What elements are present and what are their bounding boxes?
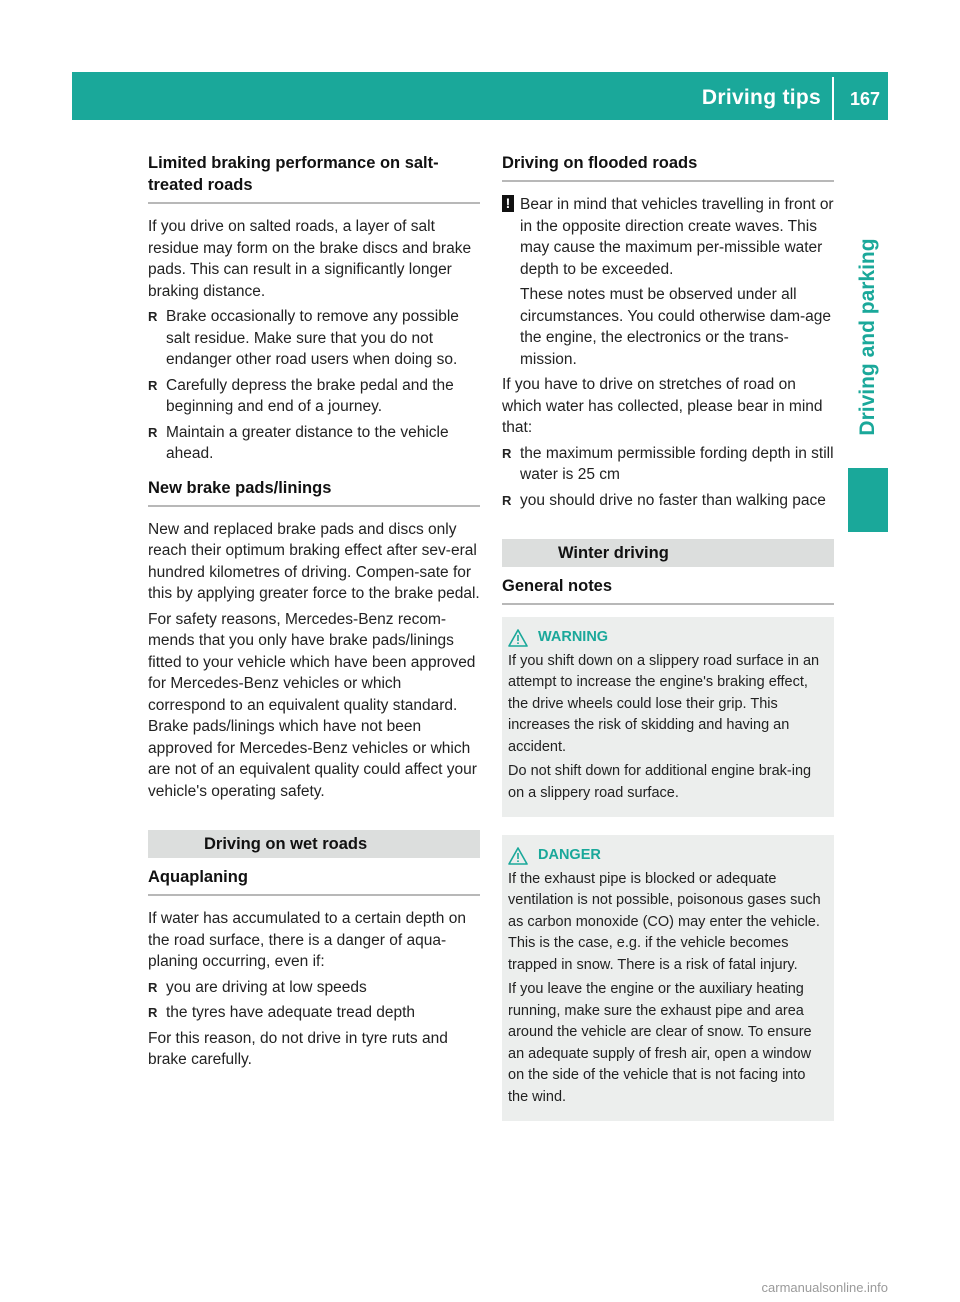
danger-label: DANGER: [538, 847, 601, 863]
exclamation-icon: !: [502, 195, 514, 212]
chapter-side-tab: [848, 232, 888, 442]
chapter-side-tab-label: Driving and parking: [856, 238, 879, 436]
section-title: Driving tips: [701, 86, 821, 109]
list-item: R Maintain a greater distance to the vehicle ahead.: [148, 422, 480, 465]
page-number: 167: [849, 89, 880, 109]
salt-roads-intro: If you drive on salted roads, a layer of salt residue may form on the brake discs and brake pads. This can result in a significantly longer braking distance.: [148, 218, 472, 300]
danger-header: [508, 845, 828, 867]
warning-header: [508, 627, 828, 649]
warning-triangle-icon: [508, 629, 528, 647]
aquaplaning-intro: If water has accumulated to a certain depth on the road surface, there is a danger of aqua-planing occurring, even if:: [148, 910, 466, 970]
salt-roads-heading: Limited braking performance on salt-treated roads: [148, 152, 480, 204]
note-paragraph-2: These notes must be observed under all circumstances. You could otherwise dam-age the engine, the electronics or the trans-mission.: [520, 286, 832, 368]
brake-pads-heading: New brake pads/linings: [148, 477, 480, 507]
right-column: [502, 152, 834, 1139]
general-notes-heading: General notes: [502, 575, 834, 605]
brake-pads-paragraph-1: New and replaced brake pads and discs only reach their optimum braking effect after sev-eral hundred kilometres of driving. Compen-sate for this by applying greater force to the brake pedal.: [148, 520, 480, 602]
watermark: carmanualsonline.info: [761, 1280, 888, 1295]
aquaplaning-list: [148, 977, 480, 1024]
warning-box: [502, 617, 834, 817]
header-divider: [832, 77, 834, 120]
list-item: R the maximum permissible fording depth in still water is 25 cm: [502, 443, 834, 486]
list-item: R you should drive no faster than walking pace: [502, 490, 834, 512]
flooded-roads-intro: If you have to drive on stretches of road on which water has collected, please bear in mind that:: [502, 376, 823, 436]
warning-label: WARNING: [538, 629, 609, 645]
flooded-roads-list: [502, 443, 834, 512]
winter-driving-chapter-bar: Winter driving: [502, 539, 834, 567]
danger-paragraph-2: If you leave the engine or the auxiliary heating running, make sure the exhaust pipe and area around the vehicle are clear of snow. To ensure an adequate supply of fresh air, open a window on the side of the vehicle that is not facing into the wind.: [508, 981, 812, 1105]
list-item: R the tyres have adequate tread depth: [148, 1002, 480, 1024]
danger-box: [502, 835, 834, 1121]
list-item: R Carefully depress the brake pedal and the beginning and end of a journey.: [148, 375, 480, 418]
danger-paragraph-1: If the exhaust pipe is blocked or adequate ventilation is not possible, poisonous gases such as carbon monoxide (CO) may enter the vehicle. This is the case, e.g. if the vehicle becomes trapped in snow. There is a risk of fatal injury.: [508, 870, 821, 973]
list-item: R Brake occasionally to remove any possible salt residue. Make sure that you do not endanger other road users when doing so.: [148, 306, 480, 371]
flooded-roads-heading: Driving on flooded roads: [502, 152, 834, 182]
aquaplaning-outro: For this reason, do not drive in tyre ruts and brake carefully.: [148, 1029, 448, 1068]
warning-paragraph-2: Do not shift down for additional engine brak-ing on a slippery road surface.: [508, 763, 812, 801]
note-paragraph-1: Bear in mind that vehicles travelling in front or in the opposite direction create waves. This may cause the maximum per-missible water depth to be exceeded.: [520, 196, 834, 278]
left-column: [148, 152, 480, 1075]
salt-roads-list: [148, 306, 480, 465]
aquaplaning-heading: Aquaplaning: [148, 866, 480, 896]
brake-pads-paragraph-2: For safety reasons, Mercedes-Benz recom-mends that you only have brake pads/linings fitted to your vehicle which have been approved for Mercedes-Benz vehicles or which correspond to an equivalent quality standard. Brake pads/linings which have not been approved for Mercedes-Benz vehicles or which are not of an equivalent quality could affect your vehicle's operating safety.: [148, 610, 477, 800]
list-item: R you are driving at low speeds: [148, 977, 480, 999]
chapter-side-marker: [848, 468, 888, 532]
wet-roads-chapter-bar: Driving on wet roads: [148, 830, 480, 858]
warning-triangle-icon: [508, 847, 528, 865]
material-damage-note: [502, 194, 834, 370]
warning-paragraph-1: If you shift down on a slippery road surface in an attempt to increase the engine's braking effect, the drive wheels could lose their grip. This increases the risk of skidding and having an accident.: [508, 652, 820, 755]
page-header: [72, 72, 888, 120]
